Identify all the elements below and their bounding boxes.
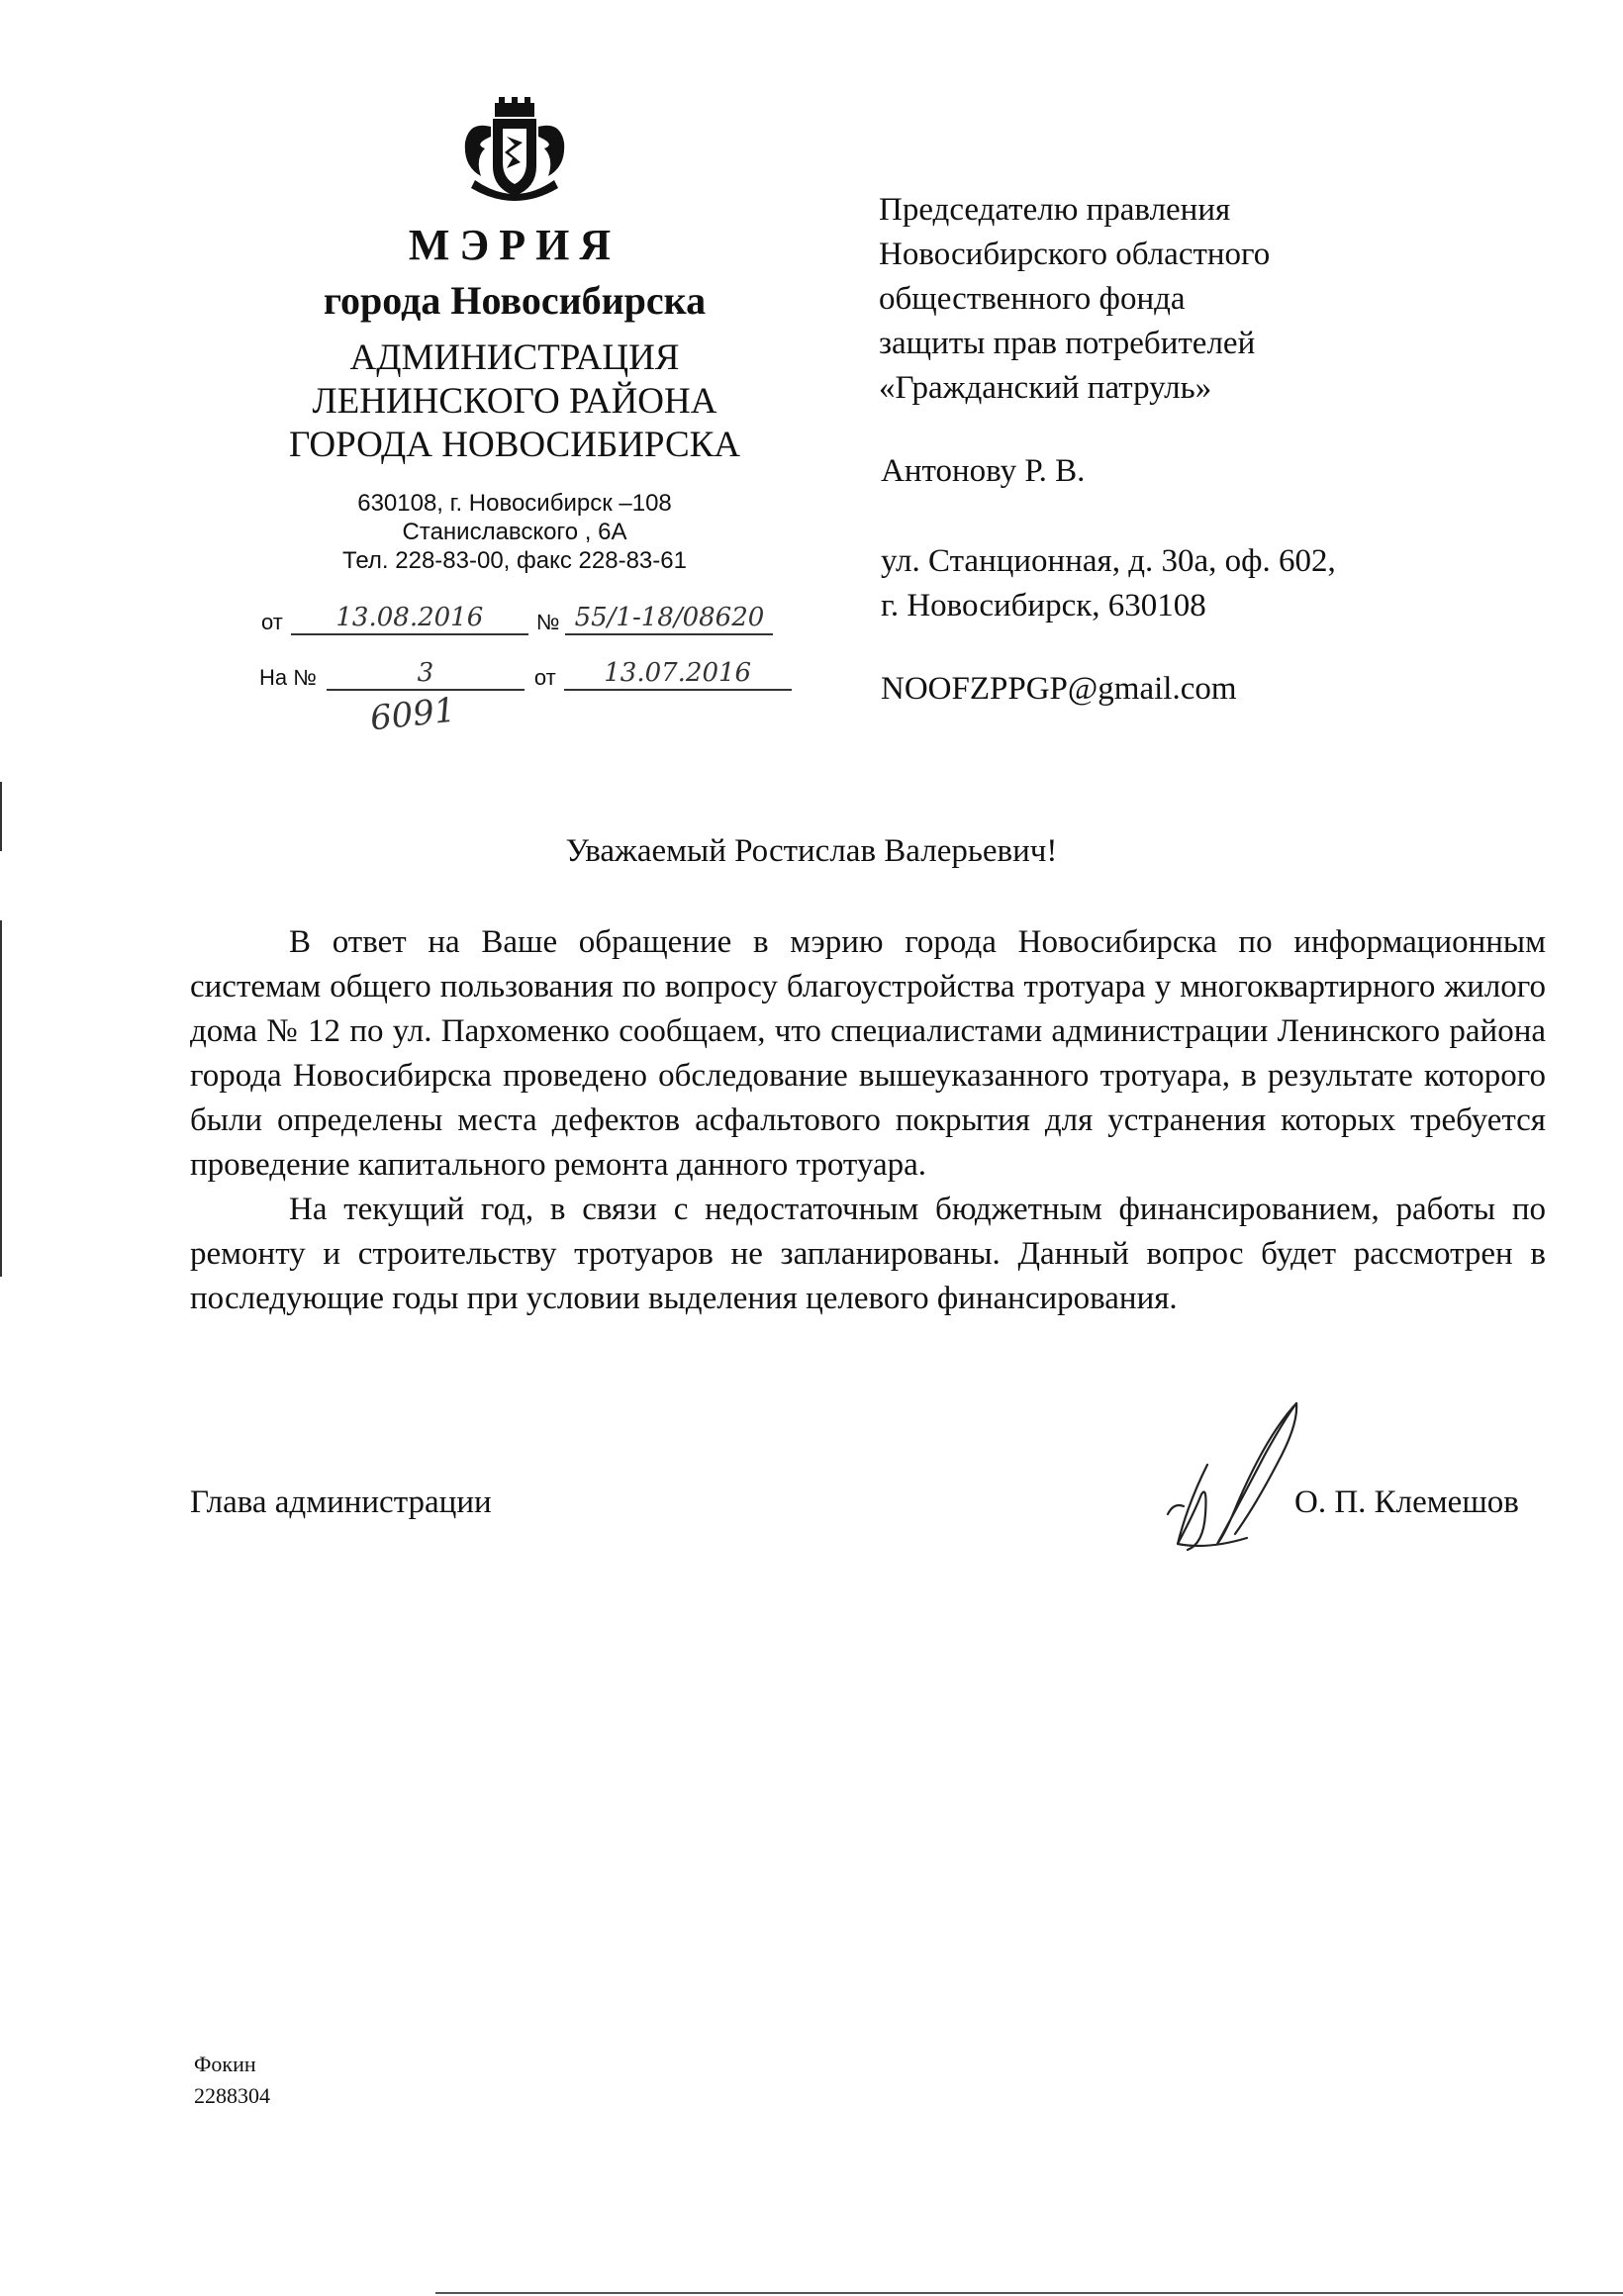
addressee-name: Антонову Р. В. (881, 453, 1086, 489)
coat-of-arms-icon (455, 97, 574, 208)
addressee-address-line: ул. Станционная, д. 30а, оф. 602, (881, 543, 1336, 579)
scan-edge-mark (0, 920, 2, 1277)
letter-body (190, 920, 1546, 1321)
admin-line: АДМИНИСТРАЦИЯ (349, 337, 680, 378)
reply-label: На № (259, 665, 317, 690)
scan-edge-mark (0, 782, 2, 851)
addressee-line: Председателю правления (879, 192, 1231, 228)
addressee-line: Новосибирского областного (879, 237, 1271, 272)
handwritten-signature-icon (1148, 1395, 1316, 1554)
sender-address (277, 489, 752, 575)
address-line: 630108, г. Новосибирск –108 (357, 490, 672, 517)
executor-name: Фокин (194, 2052, 256, 2076)
addressee-line: защиты прав потребителей (879, 326, 1256, 361)
handwritten-incoming-number: 6091 (368, 690, 458, 739)
addressee-address (881, 539, 1336, 628)
salutation: Уважаемый Ростислав Валерьевич! (565, 833, 1058, 869)
administration-name (238, 336, 792, 467)
address-line: Тел. 228-83-00, факс 228-83-61 (342, 547, 687, 574)
signer-name: О. П. Клемешов (1294, 1484, 1519, 1520)
reply-reference (259, 659, 792, 691)
admin-line: ЛЕНИНСКОГО РАЙОНА (312, 381, 717, 422)
addressee-address-line: г. Новосибирск, 630108 (881, 588, 1206, 623)
number-label: № (535, 610, 560, 634)
outgoing-number: 55/1-18/08620 (565, 604, 773, 635)
body-paragraph: На текущий год, в связи с недостаточным бюджетным финансированием, работы по ремонту и строительству тротуаров не запланированы. Данный вопрос будет рассмотрен в последующие годы при условии выделения целевого финансирования. (190, 1192, 1546, 1316)
reply-number: 3 (327, 659, 525, 691)
mayoralty-title: МЭРИЯ (408, 221, 621, 269)
reply-from-label: от (533, 665, 556, 690)
executor-phone: 2288304 (194, 2083, 270, 2108)
addressee-email: NOOFZPPGP@gmail.com (881, 671, 1237, 707)
addressee-line: «Гражданский патруль» (879, 370, 1212, 406)
addressee-line: общественного фонда (879, 281, 1186, 317)
reply-date: 13.07.2016 (564, 659, 792, 691)
city-subtitle: города Новосибирска (323, 278, 707, 323)
scan-bottom-edge (435, 2292, 1623, 2294)
from-label: от (261, 610, 283, 634)
admin-line: ГОРОДА НОВОСИБИРСКА (288, 425, 741, 465)
address-line: Станиславского , 6А (402, 519, 627, 545)
outgoing-date: 13.08.2016 (291, 604, 528, 635)
body-paragraph: В ответ на Ваше обращение в мэрию города Новосибирска по информационным системам общего пользования по вопросу благоустройства тротуара у многоквартирного жилого дома № 12 по ул. Пархоменко сообщаем, что специалистами администрации Ленинского района города Новосибирска проведено обследование вышеуказанного тротуара, в результате которого были определены места дефектов асфальтового покрытия для устранения которых требуется проведение капитального ремонта данного тротуара. (190, 924, 1546, 1183)
executor-info (194, 2049, 270, 2112)
addressee-position (879, 188, 1572, 411)
signer-position: Глава администрации (190, 1484, 492, 1520)
outgoing-registration (261, 604, 773, 635)
